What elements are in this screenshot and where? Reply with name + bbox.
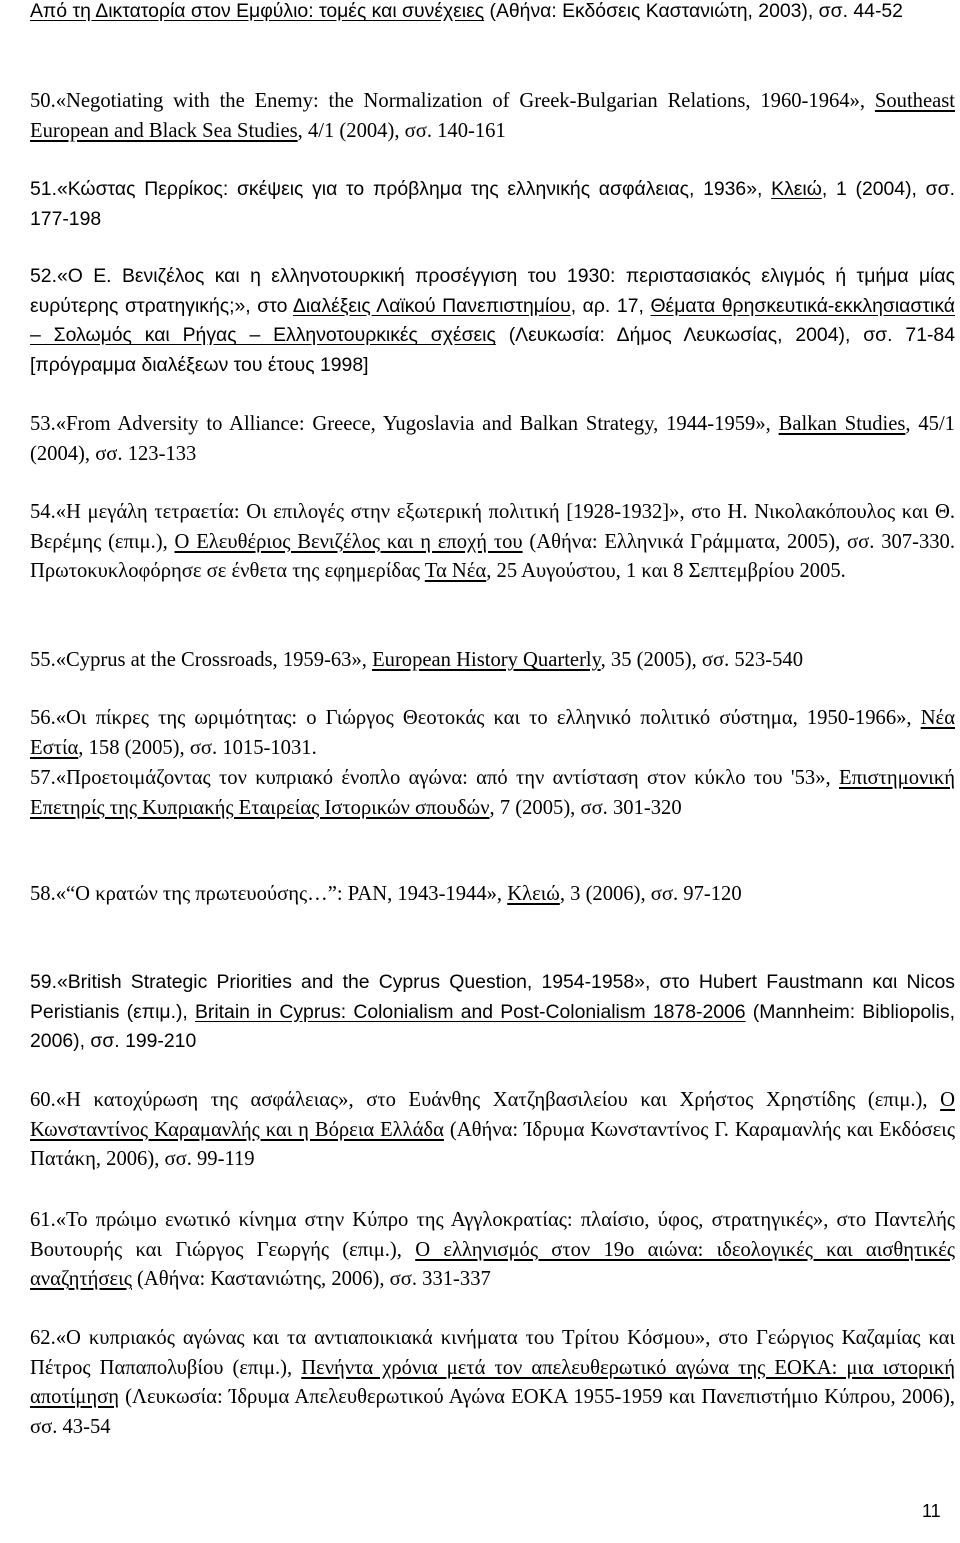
entry-text: 61.«Το πρώιμο ενωτικό κίνημα στην Κύπρο της Αγγλοκρατίας: πλαίσιο, ύφος, στρατηγικές», στο Παντελής Βουτουρής και Γιώργος Γεωργής (επιμ.), bbox=[30, 1209, 955, 1261]
entry-54 bbox=[30, 498, 955, 587]
entry-text: , 35 (2005), σσ. 523-540 bbox=[600, 649, 804, 671]
entry-text: (Λευκωσία: Ίδρυμα Απελευθερωτικού Αγώνα ΕΟΚΑ 1955-1959 και Πανεπιστήμιο Κύπρου, 2006), σσ. 43-54 bbox=[30, 1386, 955, 1438]
entry-text: 51.«Κώστας Περρίκος: σκέψεις για το πρόβλημα της ελληνικής ασφάλειας, 1936», bbox=[30, 178, 772, 200]
entry-text: (Αθήνα: Καστανιώτης, 2006), σσ. 331-337 bbox=[131, 1268, 491, 1290]
entry-title-underlined: Νέα Εστία bbox=[30, 707, 955, 759]
entry-text: 60.«Η κατοχύρωση της ασφάλειας», στο Ευάνθης Χατζηβασιλείου και Χρήστος Χρηστίδης (επιμ.), bbox=[30, 1089, 941, 1111]
entry-text: 56.«Οι πίκρες της ωριμότητας: ο Γιώργος Θεοτοκάς και το ελληνικό πολιτικό σύστημα, 1950-1966», bbox=[30, 707, 921, 729]
entry-title-underlined: Balkan Studies bbox=[778, 413, 906, 435]
entry-text: (Αθήνα: Εκδόσεις Καστανιώτη, 2003), σσ. 44-52 bbox=[484, 0, 903, 22]
entry-text: (Mannheim: Bibliopolis, 2006), σσ. 199-210 bbox=[30, 1000, 955, 1052]
entry-text: , 4/1 (2004), σσ. 140-161 bbox=[297, 119, 506, 142]
entry-title-underlined: Ο Ελευθέριος Βενιζέλος και η εποχή του bbox=[174, 530, 523, 553]
entry-text: , 1 (2004), σσ. 177-198 bbox=[30, 178, 955, 230]
entry-51 bbox=[30, 175, 955, 234]
entry-text: 57.«Προετοιμάζοντας τον κυπριακό ένοπλο αγώνα: από την αντίσταση στον κύκλο του '53», bbox=[30, 767, 839, 789]
entry-text: , 45/1 (2004), σσ. 123-133 bbox=[30, 413, 955, 465]
entry-58 bbox=[30, 880, 955, 910]
entry-60 bbox=[30, 1086, 955, 1175]
entry-text: 53.«From Adversity to Alliance: Greece, Yugoslavia and Balkan Strategy, 1944-1959», bbox=[30, 413, 779, 435]
entry-59 bbox=[30, 968, 955, 1057]
entry-title-underlined: Κλειώ bbox=[507, 883, 560, 905]
entry-50 bbox=[30, 87, 955, 146]
entry-53 bbox=[30, 410, 955, 469]
entry-title-underlined: Από τη Δικτατορία στον Εμφύλιο: τομές και συνέχειες bbox=[30, 0, 485, 22]
entry-text: 54.«Η μεγάλη τετραετία: Οι επιλογές στην εξωτερική πολιτική [1928-1932]», στο Η. Νικολακόπουλος και Θ. Βερέμης (επιμ.), bbox=[30, 501, 955, 553]
entry-title-underlined: Επιστημονική Επετηρίς της Κυπριακής Εταιρείας Ιστορικών σπουδών bbox=[30, 767, 955, 819]
entry-title-underlined: Ο Κωνσταντίνος Καραμανλής και η Βόρεια Ελλάδα bbox=[30, 1089, 955, 1141]
entry-text: , 3 (2006), σσ. 97-120 bbox=[559, 883, 742, 905]
entry-title-underlined: Southeast European and Black Sea Studies bbox=[30, 90, 955, 142]
entry-55 bbox=[30, 646, 955, 676]
page-number: 11 bbox=[922, 1501, 941, 1521]
entry-text: , 25 Αυγούστου, 1 και 8 Σεπτεμβρίου 2005. bbox=[486, 560, 846, 582]
entry-52 bbox=[30, 262, 955, 380]
entry-title-underlined: Πενήντα χρόνια μετά τον απελευθερωτικό αγώνα της ΕΟΚΑ: μια ιστορική αποτίμηση bbox=[30, 1356, 955, 1408]
entry-title-underlined: Κλειώ bbox=[771, 178, 822, 200]
entry-title-underlined: European History Quarterly bbox=[372, 649, 601, 671]
entry-text: (Αθήνα: Ελληνικά Γράμματα, 2005), σσ. 307-330. Πρωτοκυκλοφόρησε σε ένθετα της εφημερίδας bbox=[30, 530, 955, 582]
entry-62 bbox=[30, 1324, 955, 1442]
entry-title-underlined: Διαλέξεις Λαϊκού Πανεπιστημίου bbox=[292, 294, 571, 317]
entry-text: 50.«Negotiating with the Enemy: the Normalization of Greek-Bulgarian Relations, 1960-1964», bbox=[30, 90, 875, 112]
entry-title-underlined: Τα Νέα bbox=[424, 560, 487, 582]
entry-text: , 7 (2005), σσ. 301-320 bbox=[489, 796, 682, 819]
entry-text: , 158 (2005), σσ. 1015-1031. bbox=[78, 736, 317, 759]
entry-title-underlined: Britain in Cyprus: Colonialism and Post-Colonialism 1878-2006 bbox=[194, 1000, 746, 1023]
entry-57 bbox=[30, 764, 955, 823]
entry-text: 55.«Cyprus at the Crossroads, 1959-63», bbox=[30, 649, 373, 671]
entry-text: 59.«British Strategic Priorities and the Cyprus Question, 1954-1958», στο Hubert Faustmann και Nicos Peristianis (επιμ.), bbox=[30, 971, 955, 1023]
entry-text: (Αθήνα: Ίδρυμα Κωνσταντίνος Γ. Καραμανλής και Εκδόσεις Πατάκη, 2006), σσ. 99-119 bbox=[30, 1118, 955, 1170]
entry-61 bbox=[30, 1206, 955, 1295]
entry-49 bbox=[30, 0, 955, 27]
entry-56 bbox=[30, 704, 955, 763]
entry-text: 58.«“Ο κρατών της πρωτευούσης…”: ΡΑΝ, 1943-1944», bbox=[30, 883, 508, 905]
entry-text: (Λευκωσία: Δήμος Λευκωσίας, 2004), σσ. 71-84 [πρόγραμμα διαλέξεων του έτους 1998] bbox=[30, 324, 955, 376]
entry-title-underlined: Ο ελληνισμός στον 19ο αιώνα: ιδεολογικές και αισθητικές αναζητήσεις bbox=[30, 1238, 955, 1290]
entry-text: 62.«Ο κυπριακός αγώνας και τα αντιαποικιακά κινήματα του Τρίτου Κόσμου», στο Γεώργιος Καζαμίας και Πέτρος Παπαπολυβίου (επιμ.), bbox=[30, 1327, 955, 1379]
entry-text: 52.«Ο Ε. Βενιζέλος και η ελληνοτουρκική προσέγγιση του 1930: περιστασιακός ελιγμός ή τμήμα μίας ευρύτερης στρατηγικής;», στο bbox=[30, 265, 955, 317]
entry-text: , αρ. 17, bbox=[570, 294, 651, 317]
entry-title-underlined: Θέματα θρησκευτικά-εκκλησιαστικά – Σολωμός και Ρήγας – Ελληνοτουρκικές σχέσεις bbox=[30, 294, 955, 346]
